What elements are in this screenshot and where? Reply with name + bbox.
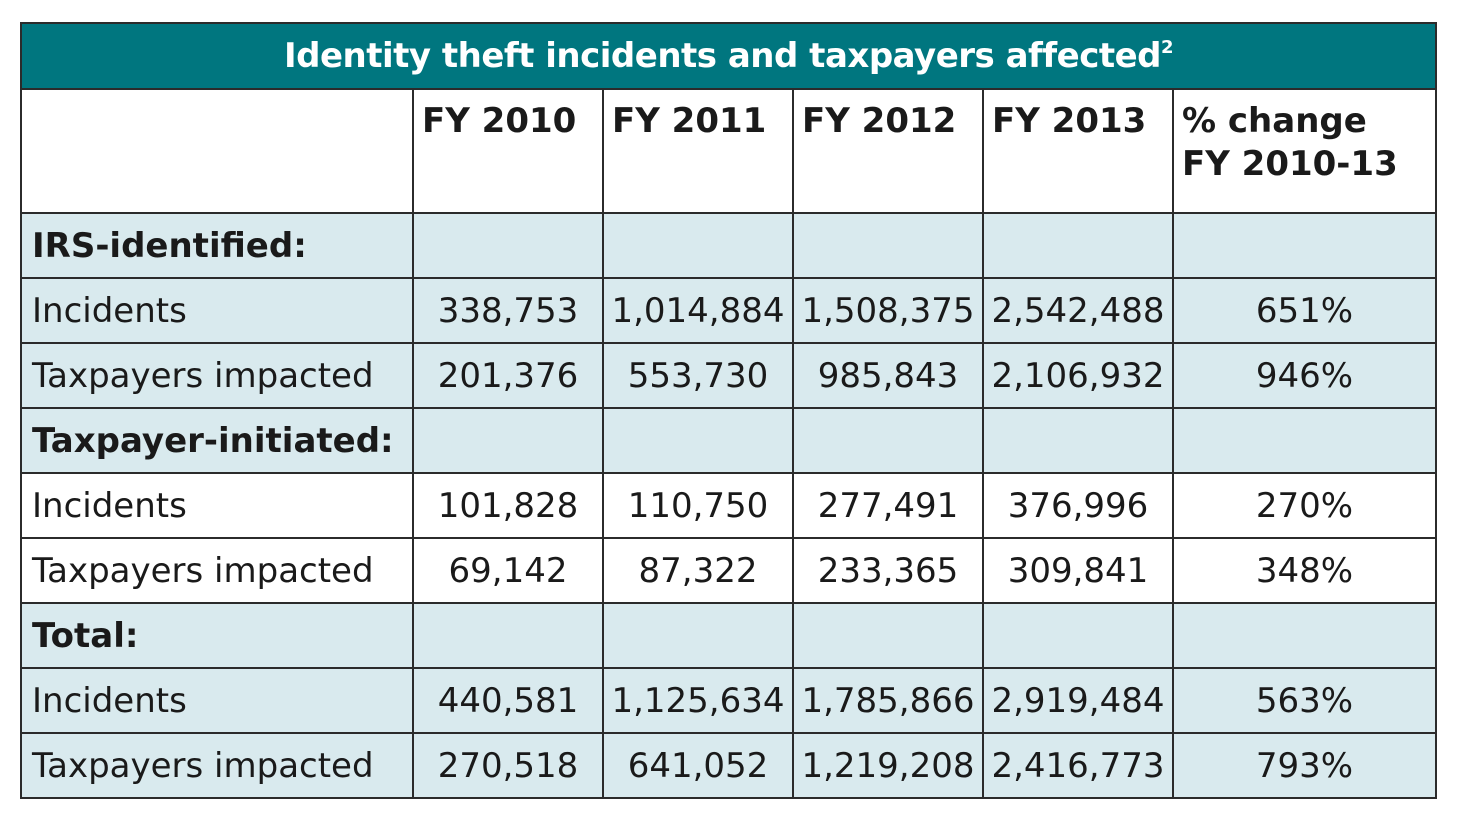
pct-change-cell: 651% <box>1173 278 1436 343</box>
value-cell: 110,750 <box>603 473 793 538</box>
value-cell: 1,014,884 <box>603 278 793 343</box>
empty-cell <box>1173 603 1436 668</box>
row-label: Incidents <box>21 278 413 343</box>
value-cell: 376,996 <box>983 473 1173 538</box>
empty-cell <box>603 408 793 473</box>
value-cell: 201,376 <box>413 343 603 408</box>
value-cell: 440,581 <box>413 668 603 733</box>
table-row <box>21 278 1436 343</box>
table-body <box>21 213 1436 798</box>
section-label: Total: <box>21 603 413 668</box>
pct-change-cell: 793% <box>1173 733 1436 798</box>
pct-change-cell: 946% <box>1173 343 1436 408</box>
table-row <box>21 668 1436 733</box>
value-cell: 101,828 <box>413 473 603 538</box>
section-row <box>21 213 1436 278</box>
empty-cell <box>413 213 603 278</box>
section-label: IRS-identified: <box>21 213 413 278</box>
pct-change-cell: 270% <box>1173 473 1436 538</box>
empty-cell <box>603 213 793 278</box>
value-cell: 87,322 <box>603 538 793 603</box>
value-cell: 1,508,375 <box>793 278 983 343</box>
header-fy2011: FY 2011 <box>603 89 793 213</box>
empty-cell <box>793 408 983 473</box>
section-row <box>21 408 1436 473</box>
header-row <box>21 89 1436 213</box>
value-cell: 338,753 <box>413 278 603 343</box>
value-cell: 553,730 <box>603 343 793 408</box>
value-cell: 985,843 <box>793 343 983 408</box>
row-label: Taxpayers impacted <box>21 733 413 798</box>
row-label: Incidents <box>21 473 413 538</box>
value-cell: 69,142 <box>413 538 603 603</box>
section-row <box>21 603 1436 668</box>
value-cell: 1,785,866 <box>793 668 983 733</box>
section-label: Taxpayer-initiated: <box>21 408 413 473</box>
value-cell: 641,052 <box>603 733 793 798</box>
value-cell: 2,542,488 <box>983 278 1173 343</box>
value-cell: 270,518 <box>413 733 603 798</box>
header-fy2010: FY 2010 <box>413 89 603 213</box>
header-blank <box>21 89 413 213</box>
row-label: Taxpayers impacted <box>21 538 413 603</box>
empty-cell <box>983 603 1173 668</box>
pct-change-cell: 563% <box>1173 668 1436 733</box>
empty-cell <box>413 408 603 473</box>
identity-theft-table <box>20 22 1437 799</box>
empty-cell <box>603 603 793 668</box>
value-cell: 2,106,932 <box>983 343 1173 408</box>
table-row <box>21 343 1436 408</box>
value-cell: 1,125,634 <box>603 668 793 733</box>
title-footnote-marker: 2 <box>1161 37 1174 58</box>
table-title <box>21 23 1436 89</box>
value-cell: 2,416,773 <box>983 733 1173 798</box>
header-fy2012: FY 2012 <box>793 89 983 213</box>
row-label: Taxpayers impacted <box>21 343 413 408</box>
header-fy2013: FY 2013 <box>983 89 1173 213</box>
header-pct-change-line1: % change <box>1182 101 1367 141</box>
empty-cell <box>983 213 1173 278</box>
empty-cell <box>1173 213 1436 278</box>
value-cell: 233,365 <box>793 538 983 603</box>
value-cell: 277,491 <box>793 473 983 538</box>
row-label: Incidents <box>21 668 413 733</box>
value-cell: 1,219,208 <box>793 733 983 798</box>
table-row <box>21 473 1436 538</box>
empty-cell <box>793 603 983 668</box>
empty-cell <box>793 213 983 278</box>
empty-cell <box>983 408 1173 473</box>
pct-change-cell: 348% <box>1173 538 1436 603</box>
value-cell: 309,841 <box>983 538 1173 603</box>
table-row <box>21 733 1436 798</box>
table-title-text: Identity theft incidents and taxpayers affected <box>283 36 1162 76</box>
value-cell: 2,919,484 <box>983 668 1173 733</box>
header-pct-change-line2: FY 2010-13 <box>1182 143 1398 184</box>
header-pct-change <box>1173 89 1436 213</box>
table-row <box>21 538 1436 603</box>
empty-cell <box>413 603 603 668</box>
empty-cell <box>1173 408 1436 473</box>
